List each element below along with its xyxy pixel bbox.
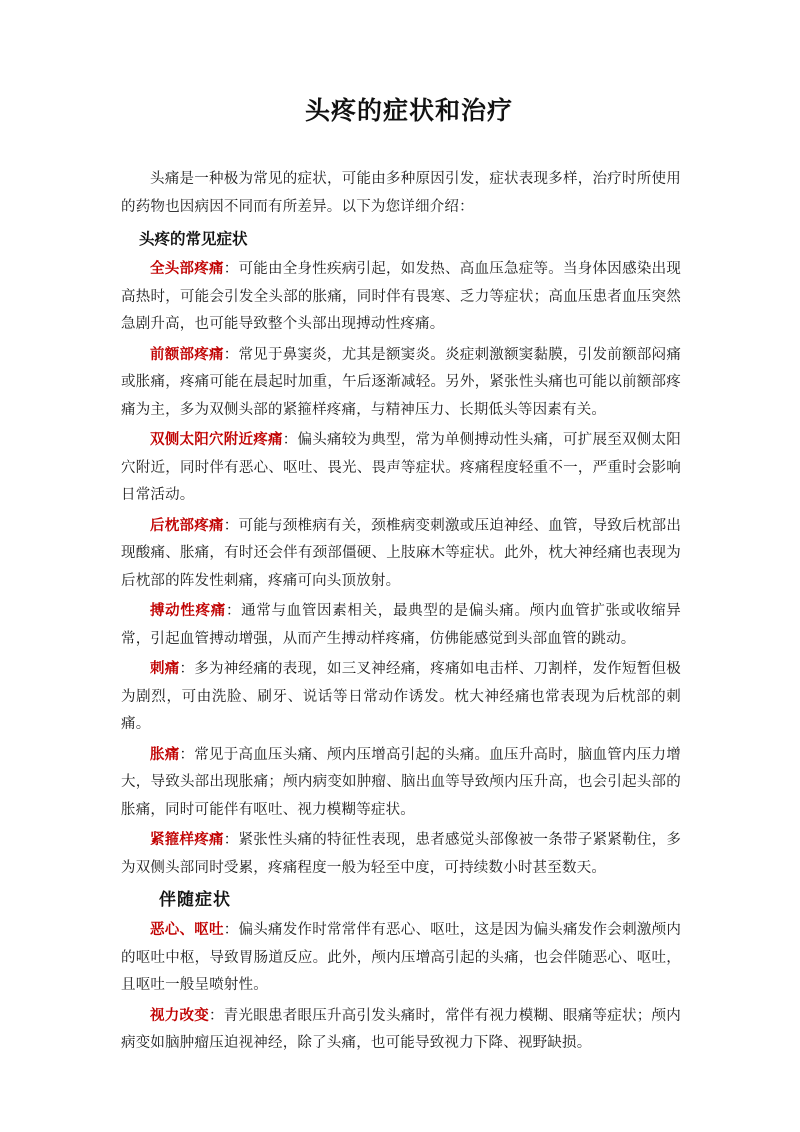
symptom-description: 通常与血管因素相关，最典型的是偏头痛。颅内血管扩张或收缩异常，引起血管搏动增强，从而产生搏动样疼痛，仿佛能感觉到头部血管的跳动。 bbox=[121, 603, 681, 647]
intro-paragraph: 头痛是一种极为常见的症状，可能由多种原因引发，症状表现多样，治疗时所使用的药物也因病因不同而有所差异。以下为您详细介绍： bbox=[121, 171, 681, 215]
section-heading-accompanying-symptoms: 伴随症状 bbox=[159, 890, 231, 910]
symptom-paragraph bbox=[121, 342, 681, 425]
term-separator: ： bbox=[209, 1007, 224, 1024]
symptom-paragraph bbox=[121, 427, 681, 510]
symptom-term: 双侧太阳穴附近疼痛 bbox=[150, 432, 283, 448]
symptom-paragraph bbox=[121, 827, 681, 882]
symptom-description: 青光眼患者眼压升高引发头痛时，常伴有视力模糊、眼痛等症状；颅内病变如脑肿瘤压迫视神经，除了头痛，也可能导致视力下降、视野缺损。 bbox=[121, 1007, 682, 1051]
symptom-description: 偏头痛发作时常常伴有恶心、呕吐，这是因为偏头痛发作会刺激颅内的呕吐中枢，导致胃肠道反应。此外，颅内压增高引起的头痛，也会伴随恶心、呕吐，且呕吐一般呈喷射性。 bbox=[121, 922, 682, 993]
symptom-paragraph bbox=[121, 656, 681, 739]
symptom-term: 胀痛 bbox=[150, 746, 180, 763]
term-separator: ： bbox=[282, 432, 298, 448]
term-separator: ： bbox=[223, 832, 239, 848]
symptom-term: 后枕部疼痛 bbox=[150, 517, 224, 534]
document-page bbox=[121, 92, 681, 1061]
symptom-paragraph bbox=[121, 917, 681, 1000]
symptom-term: 紧箍样疼痛 bbox=[150, 832, 224, 848]
symptom-description: 偏头痛较为典型，常为单侧搏动性头痛，可扩展至双侧太阳穴附近，同时伴有恶心、呕吐、畏光、畏声等症状。疼痛程度轻重不一，严重时会影响日常活动。 bbox=[121, 432, 682, 503]
symptom-description: 常见于鼻窦炎，尤其是额窦炎。炎症刺激额窦黏膜，引发前额部闷痛或胀痛，疼痛可能在晨起时加重，午后逐渐减轻。另外，紧张性头痛也可能以前额部疼痛为主，多为双侧头部的紧箍样疼痛，与精神压力、长期低头等因素有关。 bbox=[121, 346, 682, 418]
symptom-description: 可能由全身性疾病引起，如发热、高血压急症等。当身体因感染出现高热时，可能会引发全头部的胀痛，同时伴有畏寒、乏力等症状；高血压患者血压突然急剧升高，也可能导致整个头部出现搏动性疼痛。 bbox=[121, 261, 682, 332]
symptom-term: 刺痛 bbox=[150, 661, 180, 677]
term-separator: ： bbox=[179, 746, 195, 763]
symptom-term: 搏动性疼痛 bbox=[150, 603, 226, 619]
symptom-description: 常见于高血压头痛、颅内压增高引起的头痛。血压升高时，脑血管内压力增大，导致头部出现胀痛；颅内病变如肿瘤、脑出血等导致颅内压升高，也会引起头部的胀痛，同时可能伴有呕吐、视力模糊等症状。 bbox=[121, 746, 682, 818]
symptom-description: 紧张性头痛的特征性表现，患者感觉头部像被一条带子紧紧勒住，多为双侧头部同时受累，疼痛程度一般为轻至中度，可持续数小时甚至数天。 bbox=[121, 832, 682, 876]
term-separator: ： bbox=[223, 517, 239, 534]
term-separator: ： bbox=[225, 603, 242, 619]
symptom-description: 多为神经痛的表现，如三叉神经痛，疼痛如电击样、刀割样，发作短暂但极为剧烈，可由洗脸、刷牙、说话等日常动作诱发。枕大神经痛也常表现为后枕部的刺痛。 bbox=[121, 661, 682, 732]
symptom-term: 全头部疼痛 bbox=[150, 261, 224, 277]
term-separator: ： bbox=[223, 922, 239, 938]
term-separator: ： bbox=[223, 261, 239, 277]
term-separator: ： bbox=[223, 346, 239, 363]
symptom-term: 视力改变 bbox=[150, 1007, 210, 1024]
symptom-description: 可能与颈椎病有关，颈椎病变刺激或压迫神经、血管，导致后枕部出现酸痛、胀痛，有时还会伴有颈部僵硬、上肢麻木等症状。此外，枕大神经痛也表现为后枕部的阵发性刺痛，疼痛可向头顶放射。 bbox=[121, 517, 682, 589]
symptom-paragraph bbox=[121, 256, 681, 339]
term-separator: ： bbox=[179, 661, 195, 677]
section-heading-common-symptoms: 头疼的常见症状 bbox=[139, 230, 248, 248]
document-title: 头疼的症状和治疗 bbox=[304, 96, 513, 125]
symptom-paragraph bbox=[121, 513, 681, 596]
symptom-paragraph bbox=[121, 742, 681, 825]
symptom-term: 恶心、呕吐 bbox=[150, 922, 224, 938]
symptom-paragraph bbox=[121, 1003, 681, 1058]
symptom-term: 前额部疼痛 bbox=[150, 346, 224, 363]
symptom-paragraph bbox=[121, 598, 681, 653]
